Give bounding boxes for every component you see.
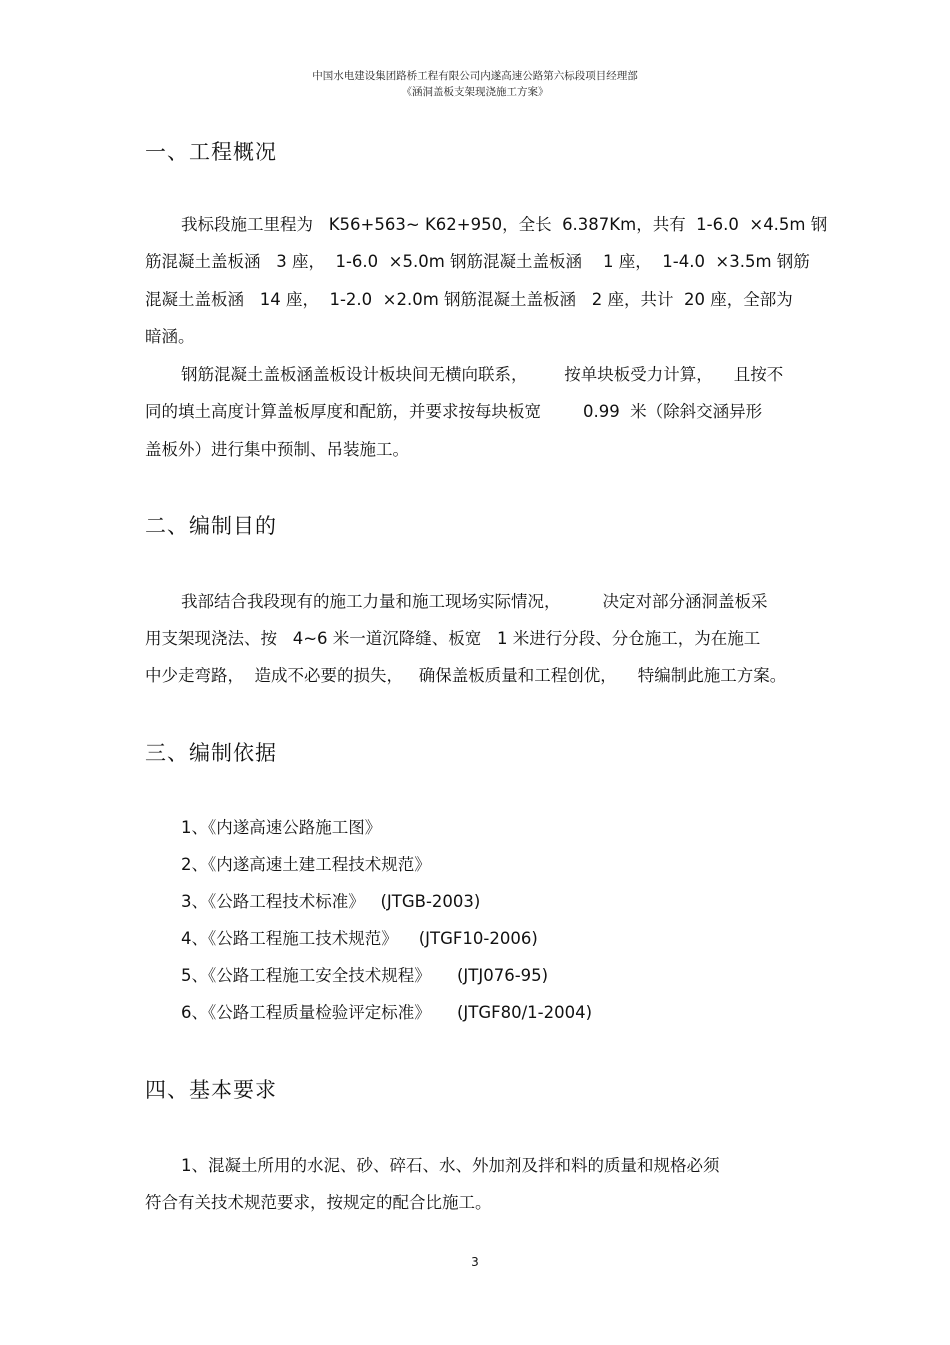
list-item: 5、《公路工程施工安全技术规程》 (JTJ076-95): [181, 966, 549, 985]
page-number: 3: [471, 1255, 479, 1269]
header-line-2: 《涵洞盖板支架现浇施工方案》: [401, 86, 549, 98]
paragraph-line: 1、混凝土所用的水泥、砂、碎石、水、外加剂及拌和料的质量和规格必须: [181, 1156, 720, 1175]
section-title-overview: 一、工程概况: [145, 140, 277, 164]
header-line-1: 中国水电建设集团路桥工程有限公司内遂高速公路第六标段项目经理部: [312, 70, 638, 82]
paragraph-line: 钢筋混凝土盖板涵盖板设计板块间无横向联系， 按单块板受力计算， 且按不: [181, 365, 784, 384]
section-title-purpose: 二、编制目的: [145, 514, 277, 538]
list-item: 4、《公路工程施工技术规范》 (JTGF10-2006): [181, 929, 538, 948]
paragraph-line: 混凝土盖板涵 14 座， 1-2.0 ×2.0m 钢筋混凝土盖板涵 2 座，共计 20 座，全部为: [145, 290, 793, 309]
paragraph-line: 用支架现浇法、按 4~6 米一道沉降缝、板宽 1 米进行分段、分仓施工，为在施工: [145, 629, 761, 648]
section-title-requirements: 四、基本要求: [145, 1078, 277, 1102]
paragraph-line: 同的填土高度计算盖板厚度和配筋，并要求按每块板宽 0.99 米（除斜交涵异形: [145, 402, 763, 421]
paragraph-line: 符合有关技术规范要求，按规定的配合比施工。: [145, 1193, 492, 1212]
list-item: 2、《内遂高速土建工程技术规范》: [181, 855, 431, 874]
paragraph-line: 我部结合我段现有的施工力量和施工现场实际情况， 决定对部分涵洞盖板采: [181, 592, 768, 611]
section-title-basis: 三、编制依据: [145, 741, 277, 765]
paragraph-line: 中少走弯路， 造成不必要的损失， 确保盖板质量和工程创优， 特编制此施工方案。: [145, 666, 787, 685]
list-item: 6、《公路工程质量检验评定标准》 (JTGF80/1-2004): [181, 1003, 593, 1022]
paragraph-line: 筋混凝土盖板涵 3 座， 1-6.0 ×5.0m 钢筋混凝土盖板涵 1 座， 1-4.0 ×3.5m 钢筋: [145, 252, 810, 271]
list-item: 3、《公路工程技术标准》 (JTGB-2003): [181, 892, 481, 911]
paragraph-line: 我标段施工里程为 K56+563~ K62+950，全长 6.387Km，共有 1-6.0 ×4.5m 钢: [181, 215, 828, 234]
list-item: 1、《内遂高速公路施工图》: [181, 818, 382, 837]
paragraph-line: 暗涵。: [145, 327, 195, 346]
paragraph-line: 盖板外）进行集中预制、吊装施工。: [145, 440, 409, 459]
